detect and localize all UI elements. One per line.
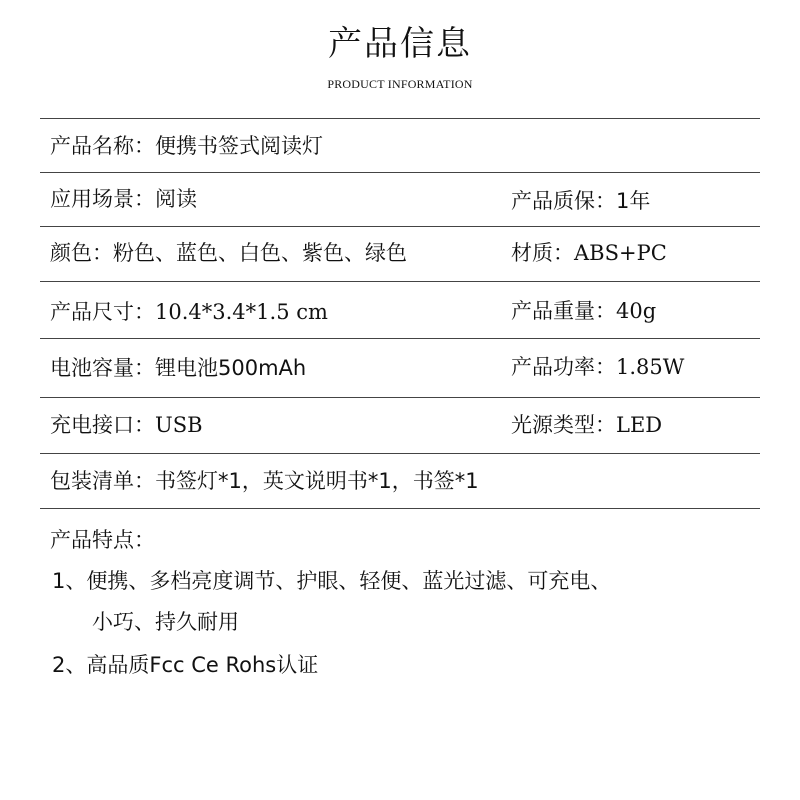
spec-value: 1年 xyxy=(616,189,651,213)
divider-line xyxy=(40,172,760,173)
divider-line xyxy=(40,281,760,282)
spec-value: 40g xyxy=(616,299,657,323)
spec-label: 材质： xyxy=(511,241,574,265)
spec-label: 充电接口： xyxy=(50,413,155,437)
page-title: 产品信息 xyxy=(328,24,472,64)
spec-charging-port xyxy=(50,410,203,440)
spec-product-name xyxy=(50,131,323,161)
spec-value: LED xyxy=(616,413,663,437)
spec-value: 书签灯*1，英文说明书*1，书签*1 xyxy=(155,469,479,493)
spec-value: USB xyxy=(155,413,203,437)
spec-label: 电池容量： xyxy=(50,356,155,380)
feature-item-1-continued: 小巧、持久耐用 xyxy=(92,610,239,634)
spec-colors xyxy=(50,238,407,268)
divider-line xyxy=(40,453,760,454)
spec-value: 10.4*3.4*1.5 cm xyxy=(155,300,328,324)
spec-value: ABS+PC xyxy=(574,241,667,265)
divider-line xyxy=(40,508,760,509)
spec-material xyxy=(511,238,667,268)
feature-item-2: 2、高品质Fcc Ce Rohs认证 xyxy=(52,653,319,677)
divider-line xyxy=(40,338,760,339)
feature-item-1: 1、便携、多档亮度调节、护眼、轻便、蓝光过滤、可充电、 xyxy=(52,569,612,593)
spec-warranty xyxy=(511,186,650,216)
spec-power xyxy=(511,352,684,382)
spec-package-contents xyxy=(50,466,479,496)
spec-battery xyxy=(50,353,306,383)
spec-label: 产品重量： xyxy=(511,299,616,323)
spec-value: 1.85W xyxy=(616,355,685,379)
divider-line xyxy=(40,226,760,227)
divider-line xyxy=(40,397,760,398)
spec-label: 产品名称： xyxy=(50,134,155,158)
spec-label: 包装清单： xyxy=(50,469,155,493)
page-subtitle: PRODUCT INFORMATION xyxy=(327,77,473,91)
features-heading: 产品特点： xyxy=(50,528,155,552)
spec-value: 粉色、蓝色、白色、紫色、绿色 xyxy=(113,241,407,265)
spec-label: 颜色： xyxy=(50,241,113,265)
divider-line xyxy=(40,118,760,119)
spec-label: 应用场景： xyxy=(50,187,155,211)
spec-value: 阅读 xyxy=(155,187,197,211)
spec-weight xyxy=(511,296,656,326)
spec-value: 锂电池500mAh xyxy=(155,356,307,380)
spec-application-scene xyxy=(50,184,197,214)
spec-label: 产品功率： xyxy=(511,355,616,379)
spec-light-source xyxy=(511,410,662,440)
spec-dimensions xyxy=(50,297,328,327)
spec-label: 产品尺寸： xyxy=(50,300,155,324)
spec-label: 产品质保： xyxy=(511,189,616,213)
spec-value: 便携书签式阅读灯 xyxy=(155,134,323,158)
spec-label: 光源类型： xyxy=(511,413,616,437)
